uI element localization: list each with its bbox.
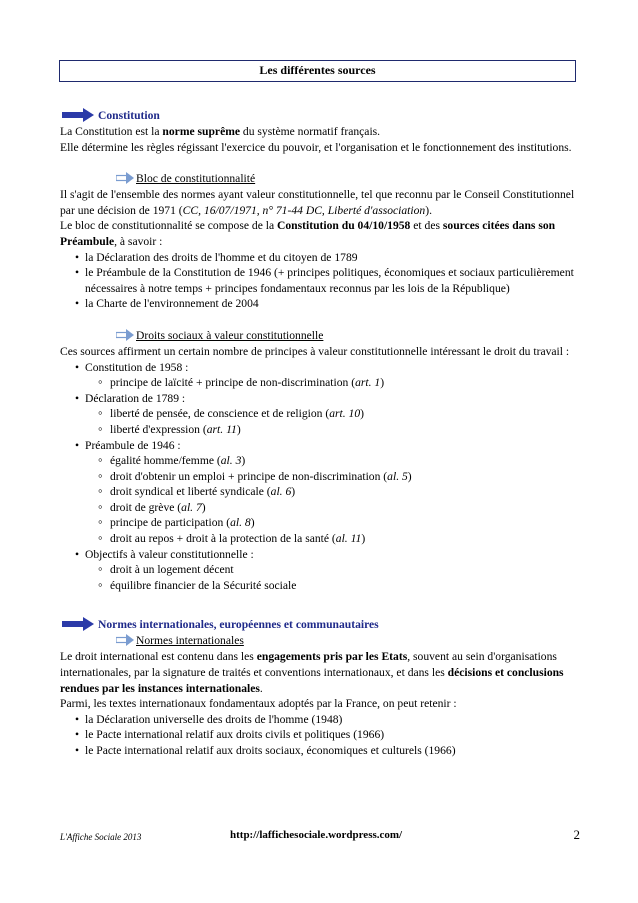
bold-text: décisions et conclusions rendues par les instances internationales xyxy=(60,666,564,695)
page-title-text: Les différentes sources xyxy=(259,63,376,78)
small-right-arrow-icon xyxy=(116,634,134,646)
text-span: du système normatif français. xyxy=(240,125,381,138)
list-item: • la Charte de l'environnement de 2004 xyxy=(60,296,580,312)
section-heading-normes xyxy=(60,617,580,633)
sub-list-item: ◦ égalité homme/femme (al. 3) xyxy=(60,453,580,469)
sub-list-item: ◦ droit au repos + droit à la protection de la santé (al. 11) xyxy=(60,531,580,547)
text-span: ). xyxy=(425,203,432,217)
footer-publisher: L'Affiche Sociale 2013 xyxy=(60,832,142,842)
sub-list-item: ◦ droit syndical et liberté syndicale (al. 6) xyxy=(60,484,580,500)
list-item xyxy=(60,438,580,547)
text-span: Le bloc de constitutionnalité se compose de la xyxy=(60,219,277,233)
subsection-heading-droits xyxy=(60,328,580,344)
sub-list xyxy=(60,375,580,391)
sub-list-item: ◦ droit de grève (al. 7) xyxy=(60,500,580,516)
list-item-label: Déclaration de 1789 : xyxy=(85,391,186,405)
bullet-list xyxy=(60,712,580,759)
paragraph xyxy=(60,218,580,249)
text-span: , à savoir : xyxy=(114,234,163,248)
subsection-heading-text: Normes internationales xyxy=(136,634,244,648)
sub-list xyxy=(60,406,580,437)
list-item-label: Objectifs à valeur constitutionnelle : xyxy=(85,547,254,561)
paragraph: Elle détermine les règles régissant l'exercice du pouvoir, et l'organisation et le fonctionnement des institutions. xyxy=(60,140,572,154)
page-number: 2 xyxy=(573,827,580,842)
list-item: • la Déclaration des droits de l'homme et du citoyen de 1789 xyxy=(60,250,580,266)
sub-list-item: ◦ liberté de pensée, de conscience et de religion (art. 10) xyxy=(60,406,580,422)
sub-list-item: ◦ principe de laïcité + principe de non-discrimination (art. 1) xyxy=(60,375,580,391)
text-span: La Constitution est la xyxy=(60,125,160,138)
sub-list-item: ◦ droit à un logement décent xyxy=(60,562,580,578)
sub-list-item: ◦ équilibre financier de la Sécurité sociale xyxy=(60,578,580,594)
text-span: et des xyxy=(410,219,443,233)
list-item-label: Préambule de 1946 : xyxy=(85,438,181,452)
paragraph xyxy=(60,187,580,218)
right-arrow-icon xyxy=(62,108,94,122)
list-item: • le Pacte international relatif aux droits sociaux, économiques et culturels (1966) xyxy=(60,743,580,759)
paragraph xyxy=(60,649,580,696)
bold-text: sources citées dans son Préambule xyxy=(60,219,556,248)
list-item xyxy=(60,547,580,594)
list-item xyxy=(60,360,580,391)
page-title xyxy=(59,60,576,82)
sub-list-item: ◦ droit d'obtenir un emploi + principe de non-discrimination (al. 5) xyxy=(60,469,580,485)
sub-list-item: ◦ principe de participation (al. 8) xyxy=(60,515,580,531)
section-heading-constitution xyxy=(60,108,580,124)
bold-text: Constitution du 04/10/1958 xyxy=(277,219,411,233)
text-span: . xyxy=(259,681,263,695)
page-footer xyxy=(60,828,580,844)
bullet-list xyxy=(60,250,580,312)
italic-reference: CC, 16/07/1971, n° 71-44 DC, Liberté d'association xyxy=(182,203,426,217)
list-item: • le Préambule de la Constitution de 1946 (+ principes politiques, économiques et sociaux particulièrement nécessaires à notre temps + principes fondamentaux reconnus par les lois de la République) xyxy=(60,265,580,296)
subsection-heading-bloc xyxy=(60,171,580,187)
list-item: • le Pacte international relatif aux droits civils et politiques (1966) xyxy=(60,727,580,743)
section-heading-text: Normes internationales, européennes et communautaires xyxy=(98,618,379,632)
bold-text: norme suprême xyxy=(162,125,241,138)
subsection-heading-text: Bloc de constitutionnalité xyxy=(136,172,256,186)
list-item: • la Déclaration universelle des droits de l'homme (1948) xyxy=(60,712,580,728)
paragraph: Parmi, les textes internationaux fondamentaux adoptés par la France, on peut retenir : xyxy=(60,697,457,711)
right-arrow-icon xyxy=(62,617,94,631)
section-heading-text: Constitution xyxy=(98,109,160,122)
text-span: Il s'agit de l'ensemble des normes ayant valeur constitutionnelle, tel que reconnu par le Conseil Constitutionnel par une décision de 1971 ( xyxy=(60,188,575,217)
sub-list xyxy=(60,453,580,547)
text-span: Le droit international est contenu dans les xyxy=(60,650,257,664)
subsection-heading-normes-internationales xyxy=(60,633,580,649)
document-body xyxy=(60,108,580,759)
sub-list xyxy=(60,562,580,593)
list-item xyxy=(60,391,580,438)
paragraph: Ces sources affirment un certain nombre de principes à valeur constitutionnelle intéressant le droit du travail : xyxy=(60,344,570,358)
bold-text: engagements pris par les Etats xyxy=(256,650,408,664)
footer-url-link[interactable]: http://laffichesociale.wordpress.com/ xyxy=(230,829,403,841)
paragraph xyxy=(60,124,580,140)
sub-list-item: ◦ liberté d'expression (art. 11) xyxy=(60,422,580,438)
small-right-arrow-icon xyxy=(116,329,134,341)
text-span: , souvent au sein d'organisations internationales, par la signature de traités et conventions internationaux, et dans les xyxy=(60,650,557,680)
list-item-label: Constitution de 1958 : xyxy=(85,360,189,374)
subsection-heading-text: Droits sociaux à valeur constitutionnelle xyxy=(136,328,324,342)
bullet-list xyxy=(60,360,580,594)
small-right-arrow-icon xyxy=(116,172,134,184)
